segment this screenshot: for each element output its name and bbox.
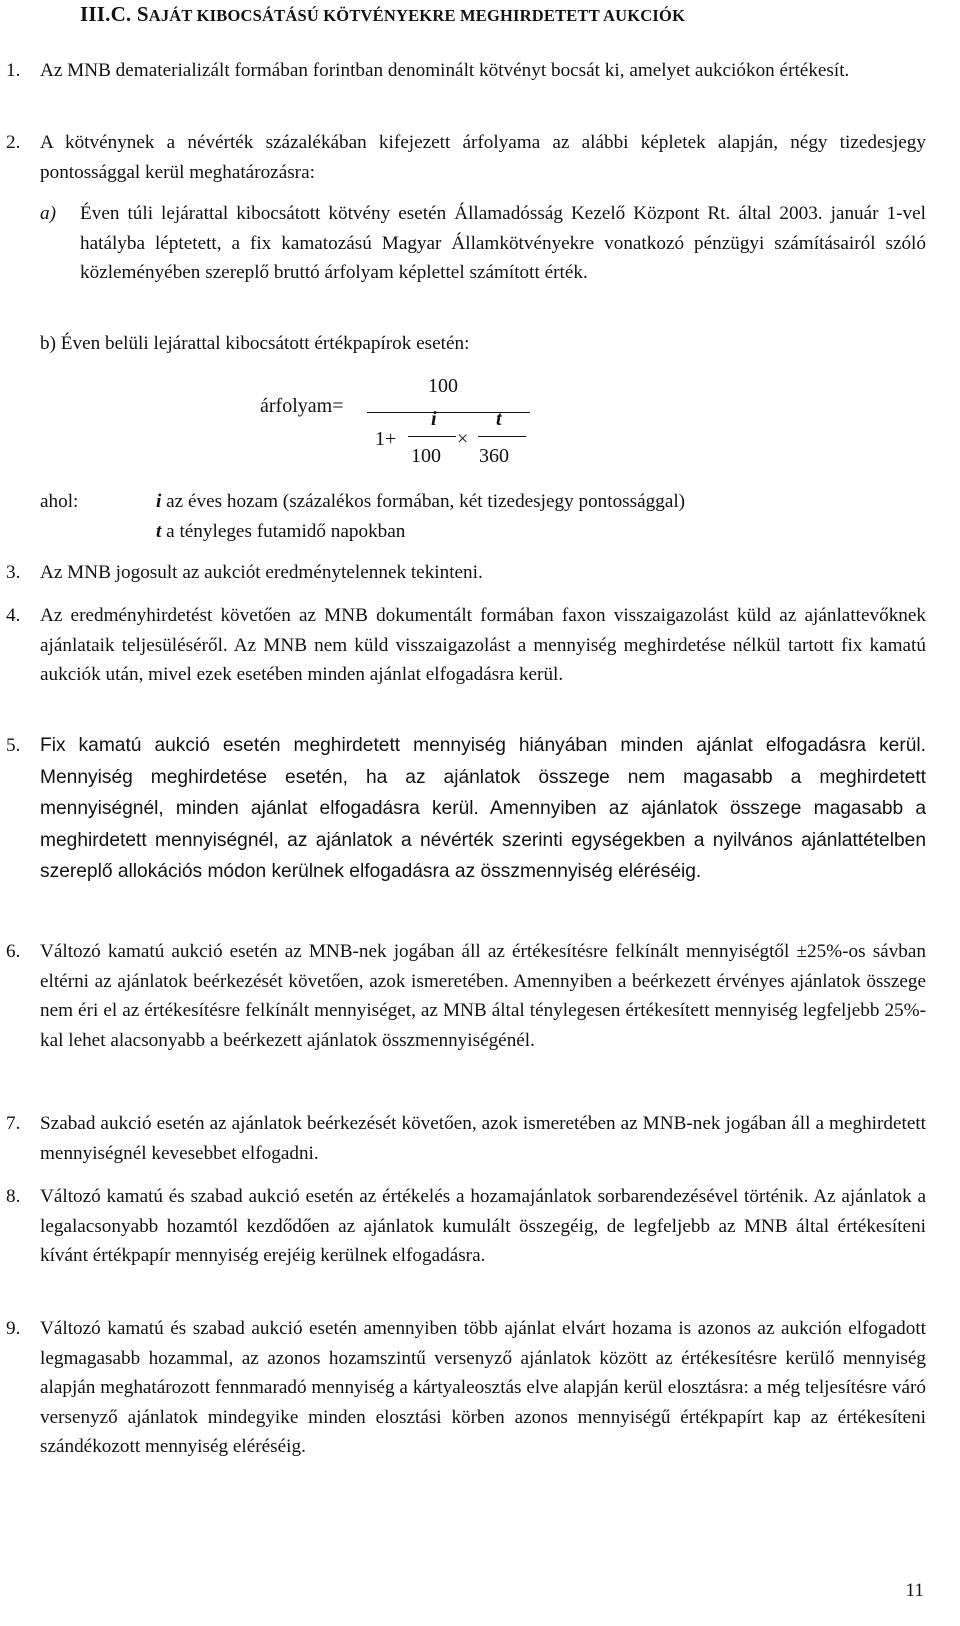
list-item-3 xyxy=(6,558,926,588)
section-heading-rest: AJÁT KIBOCSÁTÁSÚ KÖTVÉNYEKRE MEGHIRDETETT AUKCIÓK xyxy=(148,6,686,25)
definition-i xyxy=(156,487,926,517)
sub-item-a xyxy=(40,199,926,288)
section-heading-prefix: III.C. S xyxy=(80,2,149,26)
list-item-8 xyxy=(6,1182,926,1271)
section-heading xyxy=(80,2,685,27)
list-item-text: Az MNB dematerializált formában forintban denominált kötvényt bocsát ki, amelyet aukciókon értékesít. xyxy=(40,60,850,81)
list-item-5 xyxy=(6,730,926,888)
list-item-number: 3. xyxy=(6,562,21,583)
formula-fraction-bar xyxy=(367,412,530,413)
list-item-number: 1. xyxy=(6,60,21,81)
list-item-text: Fix kamatú aukció esetén meghirdetett mennyiség hiányában minden ajánlat elfogadásra kerül. Mennyiség meghirdetése esetén, ha az ajánlatok összege nem magasabb a meghirdetett mennyiségnél, minden ajánlat elfogadásra kerül. Amennyiben az ajánlatok összege magasabb a meghirdetett mennyiségnél, az ajánlatok a névérték szerinti egységekben a nyilvános ajánlattételben szereplő allokációs módon kerülnek elfogadásra az összmennyiség eléréséig. xyxy=(40,735,926,882)
sub-item-label: a) xyxy=(40,203,56,224)
sub-item-b: b) Éven belüli lejárattal kibocsátott értékpapírok esetén: xyxy=(40,333,470,354)
formula-bar-i xyxy=(408,436,456,437)
list-item-text: Az MNB jogosult az aukciót eredménytelennek tekinteni. xyxy=(40,562,483,583)
variable-definitions xyxy=(156,487,926,546)
list-item-text: A kötvénynek a névérték százalékában kifejezett árfolyama az alábbi képletek alapján, négy tizedesjegy pontossággal kerül meghatározásra: xyxy=(40,132,926,183)
list-item-9 xyxy=(6,1314,926,1462)
list-item-text: Változó kamatú és szabad aukció esetén amennyiben több ajánlat elvárt hozama is azonos az aukción elfogadott legmagasabb hozammal, az azonos hozamszintű versenyző ajánlatok között az értékesítésre kerülő mennyiség alapján meghatározott fennmaradó mennyiség a kártyaleosztás elve alapján kerül elosztásra: a még teljesítésre váró versenyző ajánlatok mindegyike minden elosztási körben azonos mennyiségű értékpapírt kap az értékesíteni szándékozott mennyiség eléréséig. xyxy=(40,1318,926,1457)
formula-var-t: t xyxy=(496,408,502,430)
definition-var: t xyxy=(156,520,162,542)
list-item-1 xyxy=(6,56,926,86)
list-item-2 xyxy=(6,128,926,187)
list-item-number: 2. xyxy=(6,132,21,153)
page-number: 11 xyxy=(905,1580,924,1601)
list-item-text: Változó kamatú és szabad aukció esetén az értékelés a hozamajánlatok sorbarendezésével történik. Az ajánlatok a legalacsonyabb hozamtól kezdődően az ajánlatok kumulált összegéig, de legfeljebb az MNB által értékesíteni kívánt értékpapír mennyiség erejéig kerülnek elfogadásra. xyxy=(40,1186,926,1266)
price-formula xyxy=(260,370,560,480)
sub-item-text: Éven túli lejárattal kibocsátott kötvény esetén Államadósság Kezelő Központ Rt. által 2003. január 1-vel hatályba léptetett, a fix kamatozású Magyar Államkötvényekre vonatkozó pénzügyi számításairól szóló közleményében szereplő bruttó árfolyam képlettel számított érték. xyxy=(80,203,926,283)
list-item-number: 9. xyxy=(6,1318,21,1339)
where-label: ahol: xyxy=(40,491,79,512)
formula-var-i: i xyxy=(431,408,437,430)
list-item-number: 4. xyxy=(6,605,21,626)
list-item-number: 5. xyxy=(6,735,21,756)
list-item-number: 7. xyxy=(6,1113,21,1134)
list-item-number: 6. xyxy=(6,941,21,962)
definition-var: i xyxy=(156,491,162,512)
list-item-6 xyxy=(6,937,926,1055)
list-item-text: Szabad aukció esetén az ajánlatok beérkezését követően, azok ismeretében az MNB-nek jogában áll a meghirdetett mennyiségnél kevesebbet elfogadni. xyxy=(40,1113,926,1164)
formula-one-plus: 1+ xyxy=(375,428,397,450)
formula-times: × xyxy=(457,428,469,450)
list-item-number: 8. xyxy=(6,1186,21,1207)
list-item-4 xyxy=(6,601,926,690)
definition-text: a tényleges futamidő napokban xyxy=(161,520,406,542)
definition-t xyxy=(156,517,926,547)
formula-bar-t xyxy=(478,436,526,437)
formula-den-i: 100 xyxy=(411,445,441,467)
definition-text: az éves hozam (százalékos formában, két tizedesjegy pontossággal) xyxy=(161,491,686,512)
list-item-text: Az eredményhirdetést követően az MNB dokumentált formában faxon visszaigazolást küld az ajánlattevőknek ajánlataik teljesüléséről. Az MNB nem küld visszaigazolást a mennyiség meghirdetése nélkül tartott fix kamatú aukciók után, mivel ezek esetében minden ajánlat elfogadásra kerül. xyxy=(40,605,926,685)
formula-numerator: 100 xyxy=(428,375,458,397)
list-item-7 xyxy=(6,1109,926,1168)
formula-den-t: 360 xyxy=(479,445,509,467)
formula-label: árfolyam= xyxy=(260,395,344,417)
list-item-text: Változó kamatú aukció esetén az MNB-nek jogában áll az értékesítésre felkínált mennyiségtől ±25%-os sávban eltérni az ajánlatok beérkezését követően, azok ismeretében. Amennyiben a beérkezett érvényes ajánlatok összege nem éri el az értékesítésre felkínált mennyiséget, az MNB által ténylegesen értékesített mennyiség legfeljebb 25%-kal lehet alacsonyabb a beérkezett ajánlatok összmennyiségénél. xyxy=(40,941,926,1051)
